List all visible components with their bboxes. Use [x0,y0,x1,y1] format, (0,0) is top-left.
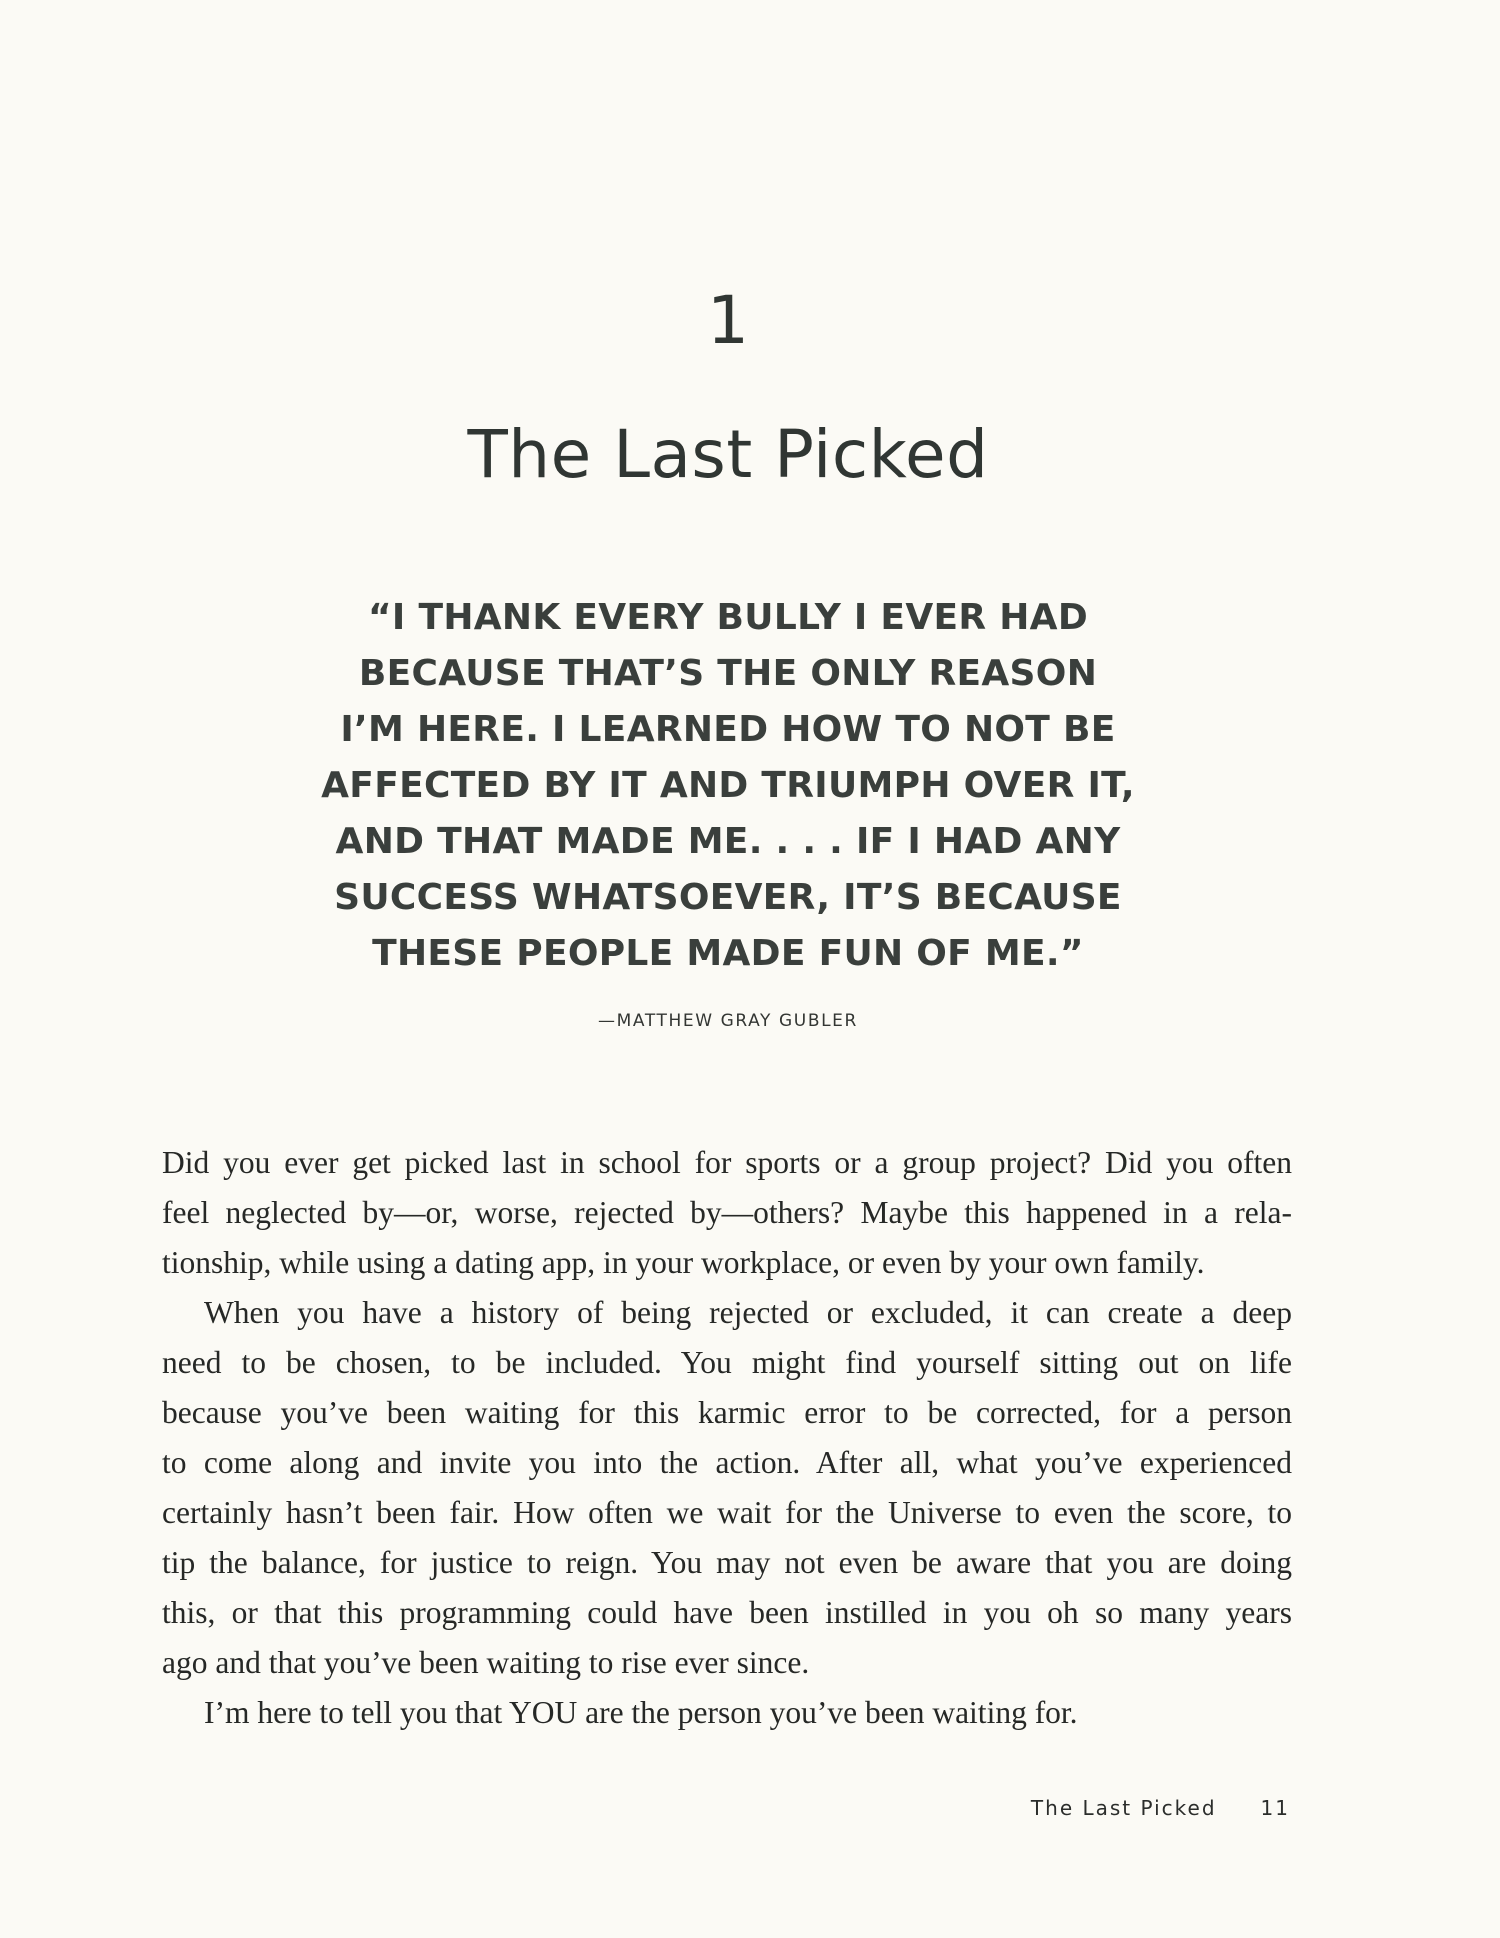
chapter-number: 1 [707,282,749,359]
text-line: to come along and invite you into the action. After all, what you’ve experienced [162,1445,1292,1480]
epigraph-line: THESE PEOPLE MADE FUN OF ME.” [372,933,1084,974]
text-line: ago and that you’ve been waiting to rise ever since. [162,1645,810,1680]
text-line: feel neglected by—or, worse, rejected by—others? Maybe this happened in a rela- [162,1195,1292,1230]
epigraph-line: I’M HERE. I LEARNED HOW TO NOT BE [340,709,1116,750]
epigraph-line: AND THAT MADE ME. . . . IF I HAD ANY [335,821,1121,862]
running-head: The Last Picked [1030,1796,1217,1820]
text-line: tip the balance, for justice to reign. You may not even be aware that you are doing [162,1545,1292,1580]
epigraph-line: AFFECTED BY IT AND TRIUMPH OVER IT, [321,765,1135,806]
epigraph-line: “I THANK EVERY BULLY I EVER HAD [367,597,1089,638]
paragraph-2 [162,1288,1292,1688]
chapter-title: The Last Picked [467,416,989,493]
text-line: because you’ve been waiting for this karmic error to be corrected, for a person [162,1395,1292,1430]
epigraph-quote [300,590,1156,982]
page-number: 11 [1260,1796,1290,1820]
text-line: When you have a history of being rejected or excluded, it can create a deep [204,1295,1292,1330]
text-line: tionship, while using a dating app, in your workplace, or even by your own family. [162,1245,1205,1280]
epigraph-line: BECAUSE THAT’S THE ONLY REASON [358,653,1098,694]
text-line: Did you ever get picked last in school for sports or a group project? Did you often [162,1145,1292,1180]
epigraph-line: SUCCESS WHATSOEVER, IT’S BECAUSE [334,877,1122,918]
text-line: this, or that this programming could have been instilled in you oh so many years [162,1595,1292,1630]
text-line: certainly hasn’t been fair. How often we wait for the Universe to even the score, to [162,1495,1292,1530]
text-line: need to be chosen, to be included. You might find yourself sitting out on life [162,1345,1292,1380]
epigraph-attribution: —MATTHEW GRAY GUBLER [598,1011,858,1031]
page-footer [1031,1796,1290,1820]
body-text [162,1138,1292,1738]
paragraph-3 [162,1688,1292,1738]
text-line: I’m here to tell you that YOU are the person you’ve been waiting for. [204,1695,1078,1730]
paragraph-1 [162,1138,1292,1288]
